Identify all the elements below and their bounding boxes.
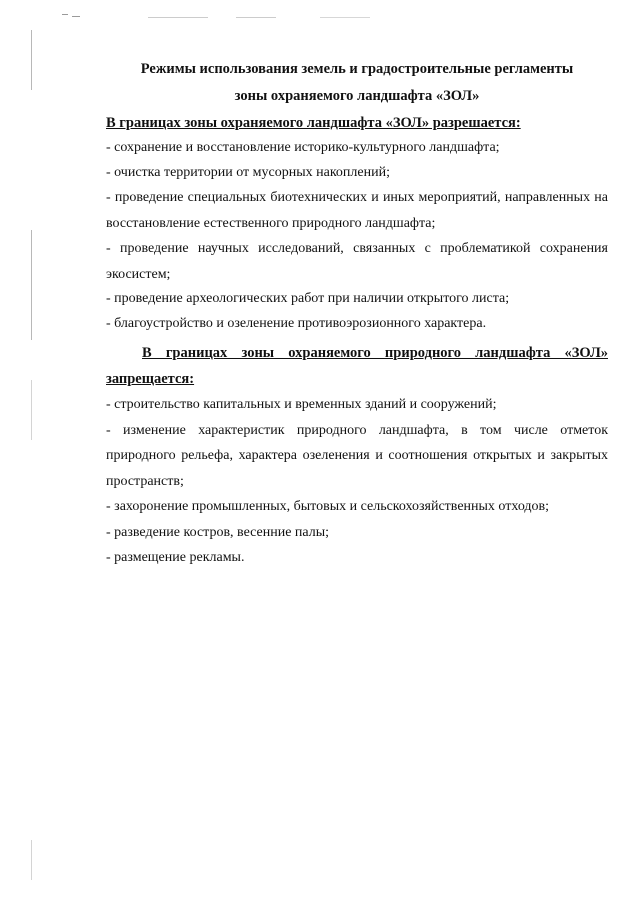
scan-left-edge [31,230,32,340]
list-item: - очистка территории от мусорных накоплений; [106,164,390,180]
scan-artifact [320,17,370,18]
list-item: - проведение научных исследований, связанных с проблематикой сохранения экосистем; [106,241,608,282]
scan-artifact [62,14,68,15]
list-item: - проведение археологических работ при наличии открытого листа; [106,291,510,306]
list-item: - размещение рекламы. [106,550,245,565]
list-item: - благоустройство и озеленение противоэрозионного характера. [106,315,487,331]
allowed-list [106,136,608,336]
list-item: - разведение костров, весенние палы; [106,524,330,540]
scan-left-edge [31,840,32,880]
scan-left-edge [31,380,32,440]
prohibited-list [106,392,608,571]
document-title [106,56,608,110]
title-line-1: Режимы использования земель и градостроительные регламенты [140,61,574,77]
list-item: - строительство капитальных и временных зданий и сооружений; [106,397,497,412]
scan-left-edge [31,30,32,90]
prohibited-heading: В границах зоны охраняемого природного ландшафта «ЗОЛ» [142,345,608,361]
list-item: - проведение специальных биотехнических и иных мероприятий, направленных на восстановление естественного природного ландшафта; [106,190,608,231]
scan-artifact [236,17,276,18]
list-item: - сохранение и восстановление историко-культурного ландшафта; [106,140,500,155]
prohibited-heading-cont: запрещается: [106,371,195,387]
scan-artifact [148,17,208,18]
document-page [106,56,608,571]
scan-artifact [72,16,80,17]
list-item: - захоронение промышленных, бытовых и сельскохозяйственных отходов; [106,499,550,514]
allowed-heading: В границах зоны охраняемого ландшафта «ЗОЛ» разрешается: [106,115,521,131]
title-line-2: зоны охраняемого ландшафта «ЗОЛ» [234,88,480,104]
list-item: - изменение характеристик природного ландшафта, в том числе отметок природного рельефа, характера озеленения и соотношения открытых и закрытых пространств; [106,422,608,489]
